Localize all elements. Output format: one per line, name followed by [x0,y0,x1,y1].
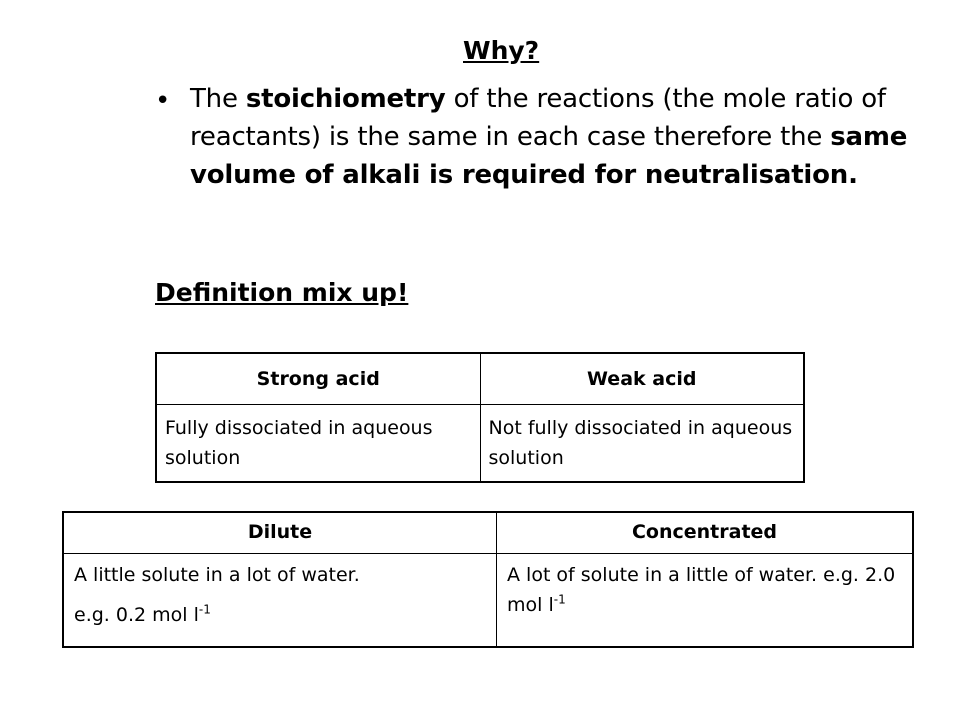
table-header-row [63,512,913,554]
bullet-text [190,84,907,190]
concentrated-exponent: -1 [553,592,566,607]
concentrated-definition: A lot of solute in a little of water. e.g. 2.0 mol l [507,564,896,616]
table-header-concentrated: Concentrated [497,512,914,554]
table-cell-strong-acid: Fully dissociated in aqueous solution [156,405,480,483]
page-title: Why? [463,36,540,65]
dilute-exponent: -1 [198,602,211,617]
bullet-list [155,80,955,194]
bullet-dot-icon: • [155,86,171,116]
table-row [156,405,804,483]
bullet-part: of the reactions (the mole ratio of reactants) is the same in each case therefore the [190,84,886,152]
dilute-definition: A little solute in a lot of water. [74,564,360,586]
concentration-table [62,511,914,648]
table-header-weak-acid: Weak acid [480,353,804,405]
section-title: Definition mix up! [155,278,409,307]
table-row [63,554,913,648]
table-header-row [156,353,804,405]
table-cell-dilute [63,554,497,648]
dilute-example-text: e.g. 0.2 mol l [74,604,199,626]
bullet-item [155,80,955,194]
dilute-example [74,600,486,630]
acid-table [155,352,805,483]
bullet-part: The [190,84,246,114]
table-header-dilute: Dilute [63,512,497,554]
table-cell-concentrated [497,554,914,648]
table-cell-weak-acid: Not fully dissociated in aqueous solution [480,405,804,483]
table-header-strong-acid: Strong acid [156,353,480,405]
bullet-part-bold: stoichiometry [245,84,446,114]
bullet-part-bold: same volume of alkali is required for neutralisation. [190,122,908,190]
